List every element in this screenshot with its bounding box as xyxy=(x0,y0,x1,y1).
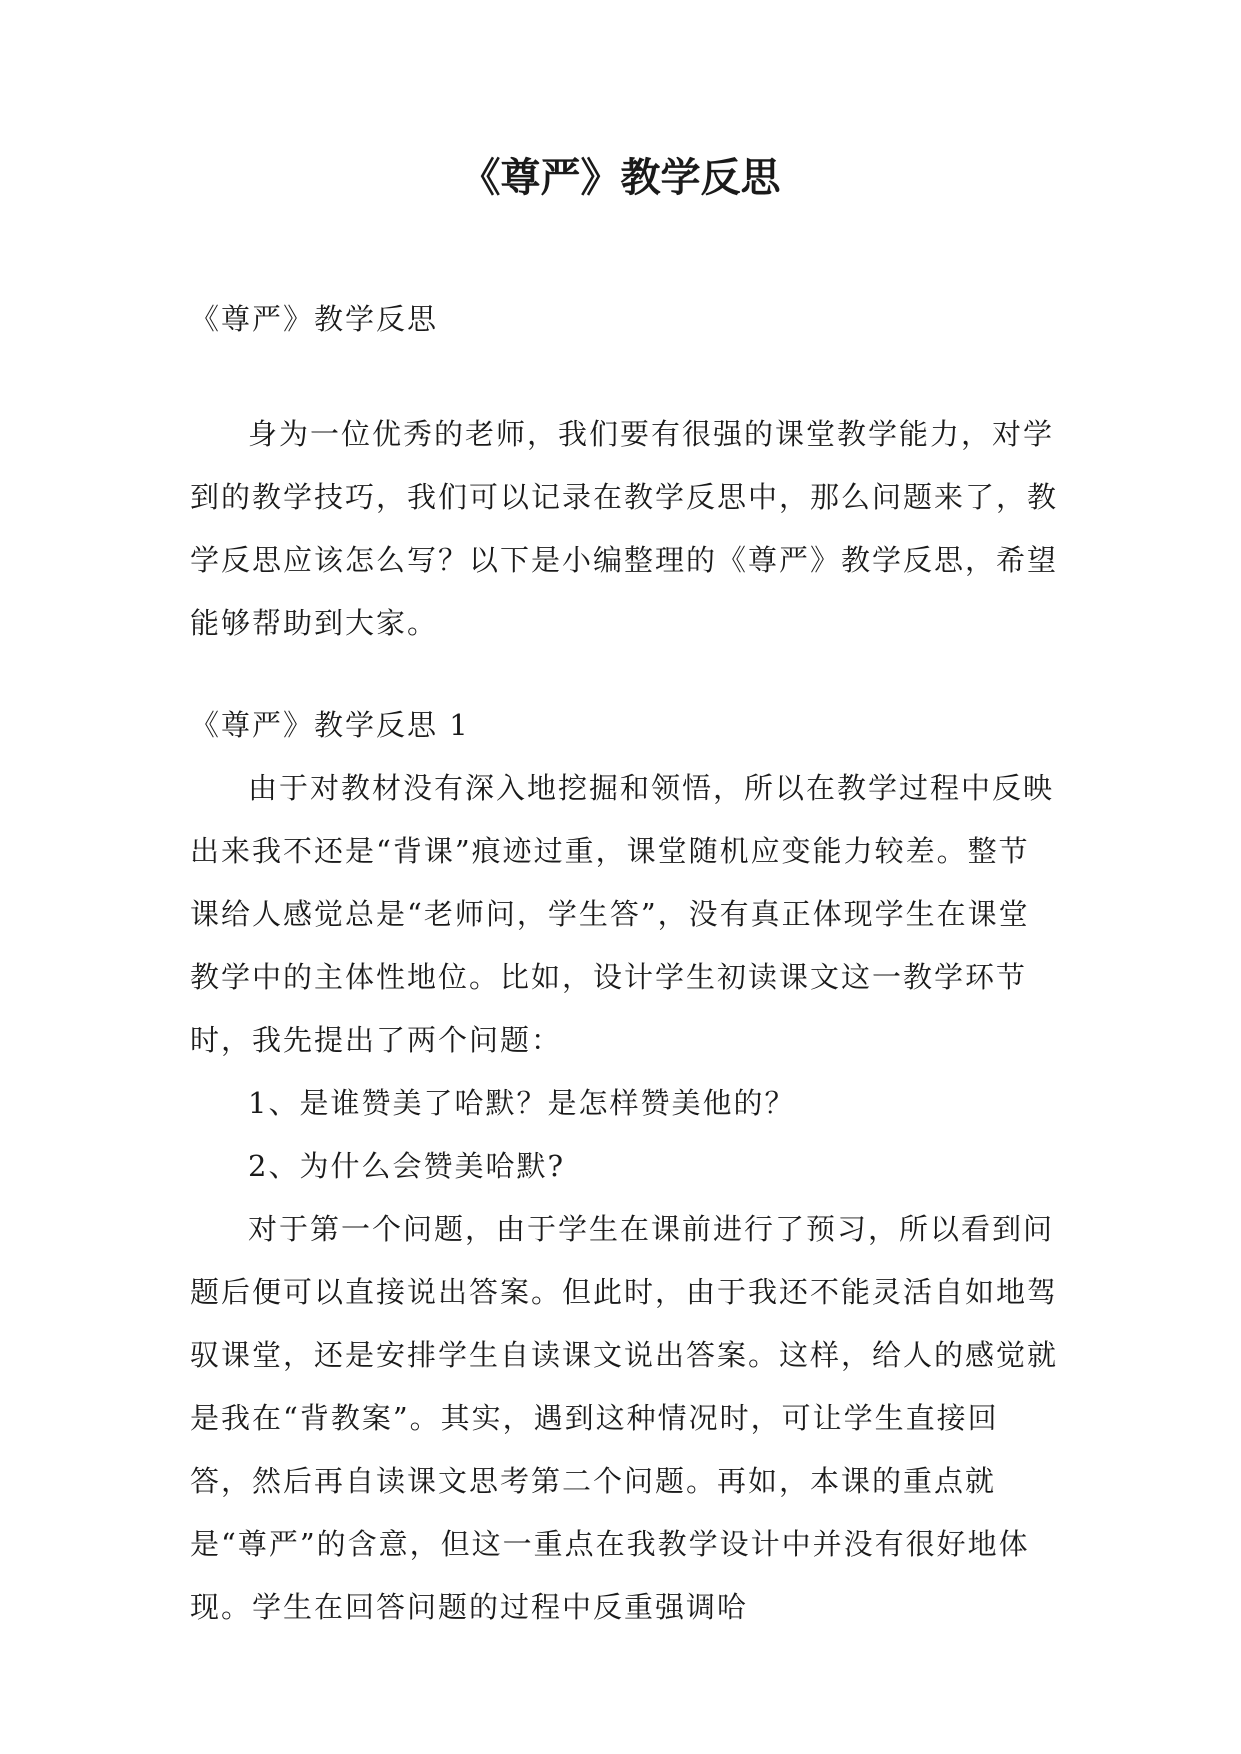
question-item: 2、为什么会赞美哈默? xyxy=(248,1149,565,1183)
question-item: 1、是谁赞美了哈默？是怎样赞美他的？ xyxy=(248,1086,796,1120)
body-paragraph: 由于对教材没有深入地挖掘和领悟，所以在教学过程中反映出来我不还是“背课”痕迹过重，课堂随机应变能力较差。整节课给人感觉总是“老师问，学生答”，没有真正体现学生在课堂教学中的主体性地位。比如，设计学生初读课文这一教学环节时，我先提出了两个问题： xyxy=(190,771,1055,1057)
intro-paragraph: 身为一位优秀的老师，我们要有很强的课堂教学能力，对学到的教学技巧，我们可以记录在教学反思中，那么问题来了，教学反思应该怎么写？以下是小编整理的《尊严》教学反思，希望能够帮助到大家。 xyxy=(190,417,1059,640)
document-title: 《尊严》教学反思 xyxy=(460,155,781,201)
section-heading: 《尊严》教学反思 1 xyxy=(190,708,470,742)
section-body xyxy=(190,757,1060,1639)
body-paragraph: 对于第一个问题，由于学生在课前进行了预习，所以看到问题后便可以直接说出答案。但此时，由于我还不能灵活自如地驾驭课堂，还是安排学生自读课文说出答案。这样，给人的感觉就是我在“背教案”。其实，遇到这种情况时，可让学生直接回答，然后再自读课文思考第二个问题。再如，本课的重点就是“尊严”的含意，但这一重点在我教学设计中并没有很好地体现。学生在回答问题的过程中反重强调哈 xyxy=(190,1212,1059,1624)
document-subtitle: 《尊严》教学反思 xyxy=(190,302,439,336)
